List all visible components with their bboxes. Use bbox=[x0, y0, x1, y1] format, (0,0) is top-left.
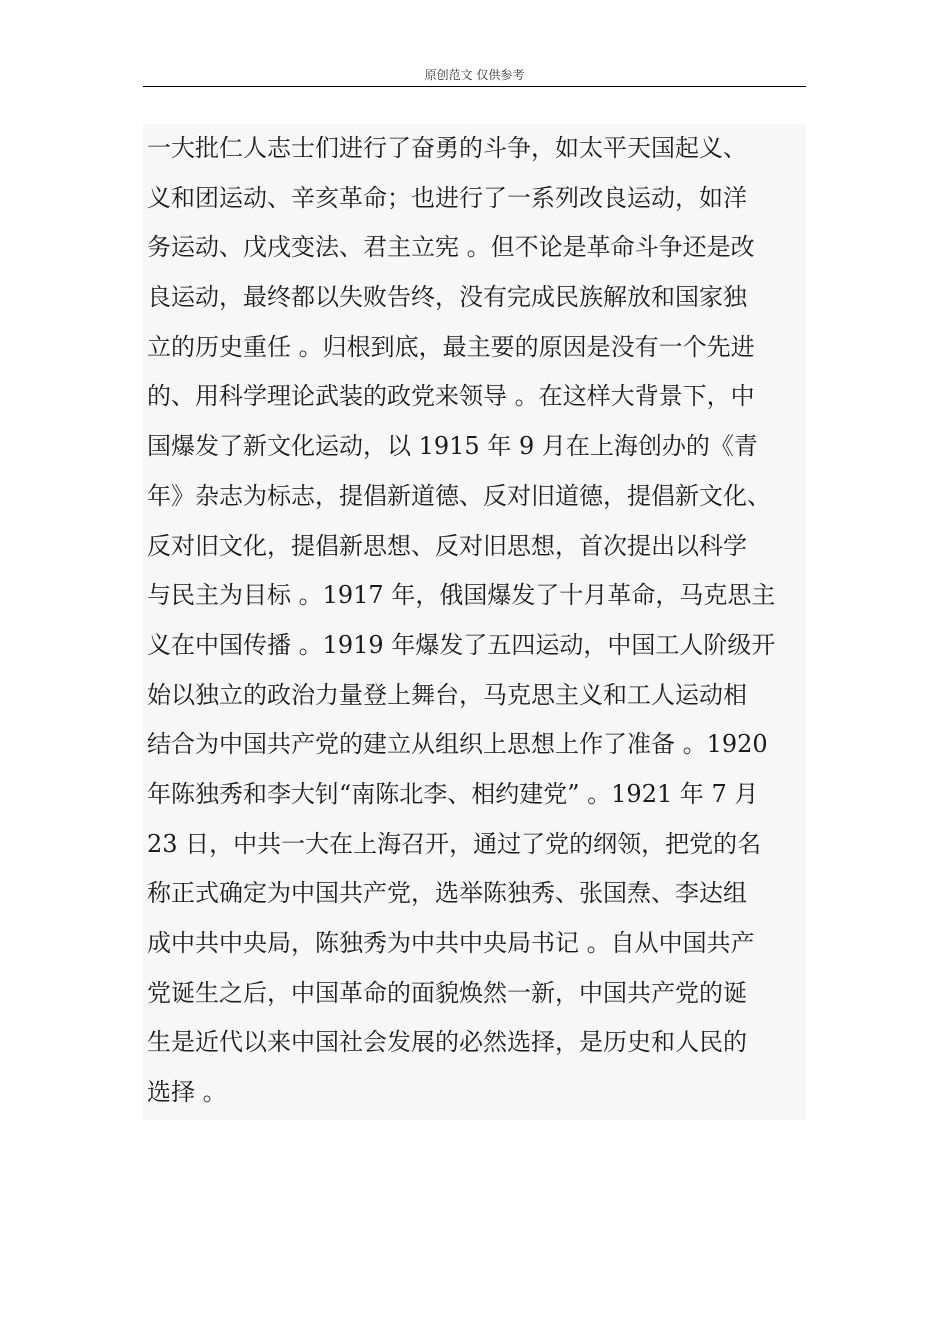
document-body bbox=[143, 124, 806, 1120]
text-line: 选择 。 bbox=[147, 1078, 227, 1107]
text-line: 反对旧文化，提倡新思想、反对旧思想，首次提出以科学 bbox=[147, 531, 747, 560]
text-line: 一大批仁人志士们进行了奋勇的斗争，如太平天国起义、 bbox=[147, 134, 747, 162]
text-line: 立的历史重任 。归根到底，最主要的原因是没有一个先进 bbox=[147, 332, 755, 361]
header-text: 原创范文 仅供参考 bbox=[424, 68, 525, 82]
text-line: 成中共中央局，陈独秀为中共中央局书记 。自从中国共产 bbox=[147, 929, 755, 957]
text-line: 国爆发了新文化运动，以 1915 年 9 月在上海创办的《青 bbox=[147, 432, 758, 461]
text-line: 的、用科学理论武装的政党来领导 。在这样大背景下，中 bbox=[147, 382, 755, 411]
text-line: 称正式确定为中国共产党，选举陈独秀、张国焘、李达组 bbox=[147, 879, 747, 908]
text-line: 义和团运动、辛亥革命；也进行了一系列改良运动，如洋 bbox=[147, 183, 747, 212]
text-line: 良运动，最终都以失败告终，没有完成民族解放和国家独 bbox=[147, 283, 747, 312]
text-line: 始以独立的政治力量登上舞台，马克思主义和工人运动相 bbox=[147, 680, 747, 709]
text-line: 务运动、戊戌变法、君主立宪 。但不论是革命斗争还是改 bbox=[147, 233, 755, 262]
text-line: 结合为中国共产党的建立从组织上思想上作了准备 。1920 bbox=[147, 730, 768, 759]
text-line: 生是近代以来中国社会发展的必然选择，是历史和人民的 bbox=[147, 1028, 747, 1057]
page-header bbox=[143, 64, 806, 87]
text-line: 23 日，中共一大在上海召开，通过了党的纲领，把党的名 bbox=[147, 829, 762, 858]
text-line: 与民主为目标 。1917 年，俄国爆发了十月革命，马克思主 bbox=[147, 581, 776, 610]
paragraph bbox=[147, 124, 802, 1118]
text-line: 党诞生之后，中国革命的面貌焕然一新，中国共产党的诞 bbox=[147, 978, 747, 1007]
text-line: 年陈独秀和李大钊“南陈北李、相约建党” 。1921 年 7 月 bbox=[147, 779, 759, 808]
text-line: 年》杂志为标志，提倡新道德、反对旧道德，提倡新文化、 bbox=[147, 481, 771, 510]
text-line: 义在中国传播 。1919 年爆发了五四运动，中国工人阶级开 bbox=[147, 630, 776, 659]
